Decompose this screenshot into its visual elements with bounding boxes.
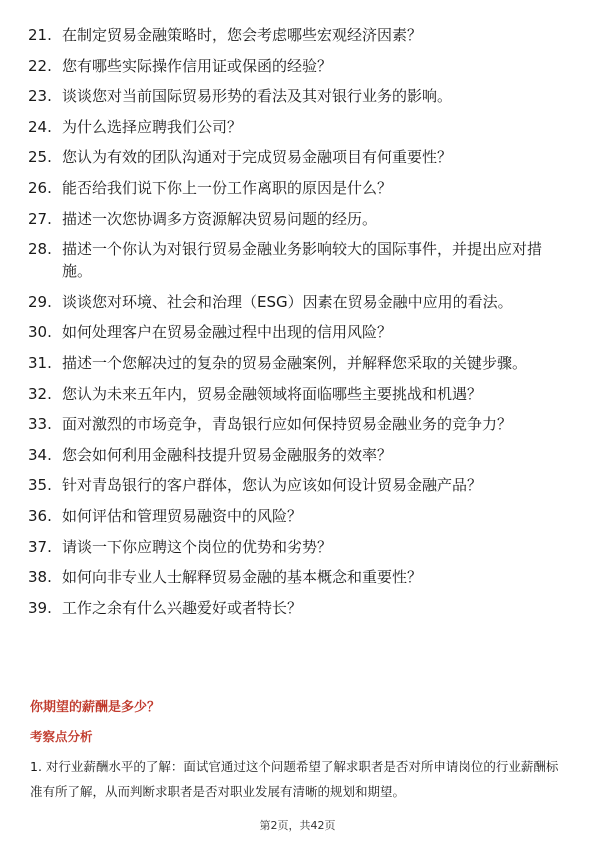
question-list — [28, 24, 568, 627]
question-text: 描述一个您解决过的复杂的贸易金融案例，并解释您采取的关键步骤。 — [62, 353, 528, 372]
question-item — [28, 383, 568, 405]
question-number: 27. — [28, 209, 52, 228]
question-text: 如何评估和管理贸易融资中的风险？ — [62, 506, 303, 525]
question-number: 34. — [28, 445, 52, 464]
question-number: 23. — [28, 87, 52, 106]
question-item — [28, 116, 568, 138]
question-number: 37. — [28, 537, 52, 556]
analysis-subheading: 考察点分析 — [30, 729, 93, 744]
question-item — [28, 474, 568, 496]
question-text: 工作之余有什么兴趣爱好或者特长？ — [62, 598, 303, 617]
question-text: 描述一个你认为对银行贸易金融业务影响较大的国际事件，并提出应对措施。 — [62, 240, 543, 281]
question-item — [28, 566, 568, 588]
question-item — [28, 291, 568, 313]
question-item — [28, 536, 568, 558]
question-text: 谈谈您对当前国际贸易形势的看法及其对银行业务的影响。 — [62, 87, 453, 106]
question-number: 31. — [28, 353, 52, 372]
section-heading: 你期望的薪酬是多少？ — [30, 700, 161, 715]
question-number: 21. — [28, 26, 52, 44]
question-text: 谈谈您对环境、社会和治理（ESG）因素在贸易金融中应用的看法。 — [62, 292, 513, 311]
question-item — [28, 55, 568, 77]
question-text: 针对青岛银行的客户群体，您认为应该如何设计贸易金融产品？ — [62, 476, 483, 495]
question-number: 29. — [28, 292, 52, 311]
question-item — [28, 505, 568, 527]
question-item — [28, 352, 568, 374]
question-item — [28, 413, 568, 435]
question-text: 能否给我们说下你上一份工作离职的原因是什么？ — [62, 178, 393, 197]
question-number: 38. — [28, 568, 52, 587]
question-item — [28, 24, 568, 46]
question-item — [28, 238, 568, 282]
question-number: 26. — [28, 178, 52, 197]
question-number: 28. — [28, 240, 52, 259]
question-text: 面对激烈的市场竞争，青岛银行应如何保持贸易金融业务的竞争力？ — [62, 415, 513, 434]
question-text: 如何向非专业人士解释贸易金融的基本概念和重要性？ — [62, 568, 423, 587]
question-number: 36. — [28, 506, 52, 525]
question-text: 描述一次您协调多方资源解决贸易问题的经历。 — [62, 209, 378, 228]
question-number: 22. — [28, 56, 52, 75]
question-text: 为什么选择应聘我们公司？ — [62, 117, 243, 136]
question-number: 32. — [28, 384, 52, 403]
question-text: 您有哪些实际操作信用证或保函的经验？ — [62, 56, 333, 75]
question-number: 30. — [28, 323, 52, 342]
question-item — [28, 597, 568, 619]
question-number: 25. — [28, 148, 52, 167]
question-text: 您认为未来五年内，贸易金融领域将面临哪些主要挑战和机遇？ — [62, 384, 483, 403]
analysis-paragraph: 1. 对行业薪酬水平的了解：面试官通过这个问题希望了解求职者是否对所申请岗位的行业薪酬标准有所了解，从而判断求职者是否对职业发展有清晰的规划和期望。 — [30, 759, 559, 799]
question-item — [28, 321, 568, 343]
question-text: 您认为有效的团队沟通对于完成贸易金融项目有何重要性？ — [62, 148, 453, 167]
question-number: 33. — [28, 415, 52, 434]
question-item — [28, 208, 568, 230]
question-text: 在制定贸易金融策略时，您会考虑哪些宏观经济因素？ — [62, 26, 423, 44]
question-number: 39. — [28, 598, 52, 617]
question-text: 您会如何利用金融科技提升贸易金融服务的效率？ — [62, 445, 393, 464]
question-item — [28, 177, 568, 199]
question-text: 如何处理客户在贸易金融过程中出现的信用风险？ — [62, 323, 393, 342]
page-footer: 第2页，共42页 — [259, 819, 336, 832]
question-item — [28, 444, 568, 466]
question-item — [28, 85, 568, 107]
question-number: 35. — [28, 476, 52, 495]
question-number: 24. — [28, 117, 52, 136]
question-text: 请谈一下你应聘这个岗位的优势和劣势？ — [62, 537, 333, 556]
question-item — [28, 146, 568, 168]
